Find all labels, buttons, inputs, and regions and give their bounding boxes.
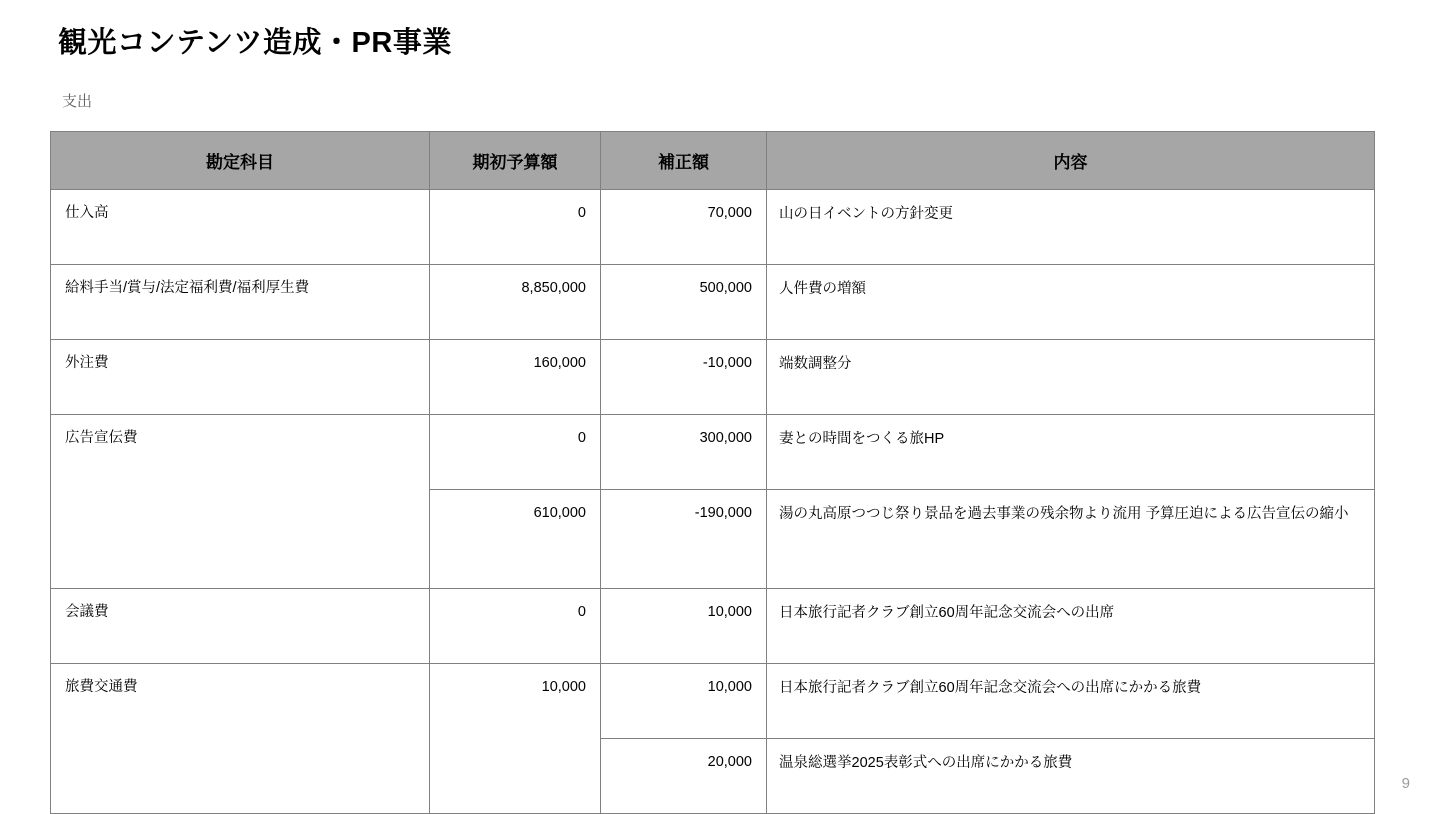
cell-adjustment: 300,000 [601,415,767,490]
cell-initial-budget: 0 [430,589,601,664]
cell-adjustment: 70,000 [601,190,767,265]
cell-adjustment: 10,000 [601,589,767,664]
cell-content: 妻との時間をつくる旅HP [767,415,1375,490]
table-row [51,589,1375,664]
section-label: 支出 [62,93,93,110]
table-row [51,415,1375,490]
table-body [51,190,1375,814]
cell-adjustment: 10,000 [601,664,767,739]
cell-content: 山の日イベントの方針変更 [767,190,1375,265]
table-row [51,265,1375,340]
table-header-row [51,132,1375,190]
budget-table [50,131,1375,814]
cell-content: 湯の丸高原つつじ祭り景品を過去事業の残余物より流用 予算圧迫による広告宣伝の縮小 [767,490,1375,589]
cell-initial-budget: 610,000 [430,490,601,589]
column-header-content: 内容 [767,132,1375,190]
cell-adjustment: 500,000 [601,265,767,340]
cell-content: 日本旅行記者クラブ創立60周年記念交流会への出席にかかる旅費 [767,664,1375,739]
cell-adjustment: -10,000 [601,340,767,415]
table-header [51,132,1375,190]
page-number: 9 [1401,775,1410,792]
column-header-adjustment: 補正額 [601,132,767,190]
cell-content: 人件費の増額 [767,265,1375,340]
cell-initial-budget: 10,000 [430,664,601,814]
cell-initial-budget: 160,000 [430,340,601,415]
cell-account: 外注費 [51,340,430,415]
cell-initial-budget: 8,850,000 [430,265,601,340]
cell-initial-budget: 0 [430,415,601,490]
table-row [51,340,1375,415]
table-row [51,190,1375,265]
cell-account: 広告宣伝費 [51,415,430,589]
cell-account: 旅費交通費 [51,664,430,814]
column-header-initial-budget: 期初予算額 [430,132,601,190]
cell-content: 日本旅行記者クラブ創立60周年記念交流会への出席 [767,589,1375,664]
cell-account: 仕入高 [51,190,430,265]
cell-adjustment: -190,000 [601,490,767,589]
page-title: 観光コンテンツ造成・PR事業 [58,27,452,59]
cell-adjustment: 20,000 [601,739,767,814]
cell-account: 給料手当/賞与/法定福利費/福利厚生費 [51,265,430,340]
column-header-account: 勘定科目 [51,132,430,190]
cell-content: 端数調整分 [767,340,1375,415]
cell-content: 温泉総選挙2025表彰式への出席にかかる旅費 [767,739,1375,814]
cell-account: 会議費 [51,589,430,664]
cell-initial-budget: 0 [430,190,601,265]
table-row [51,664,1375,739]
